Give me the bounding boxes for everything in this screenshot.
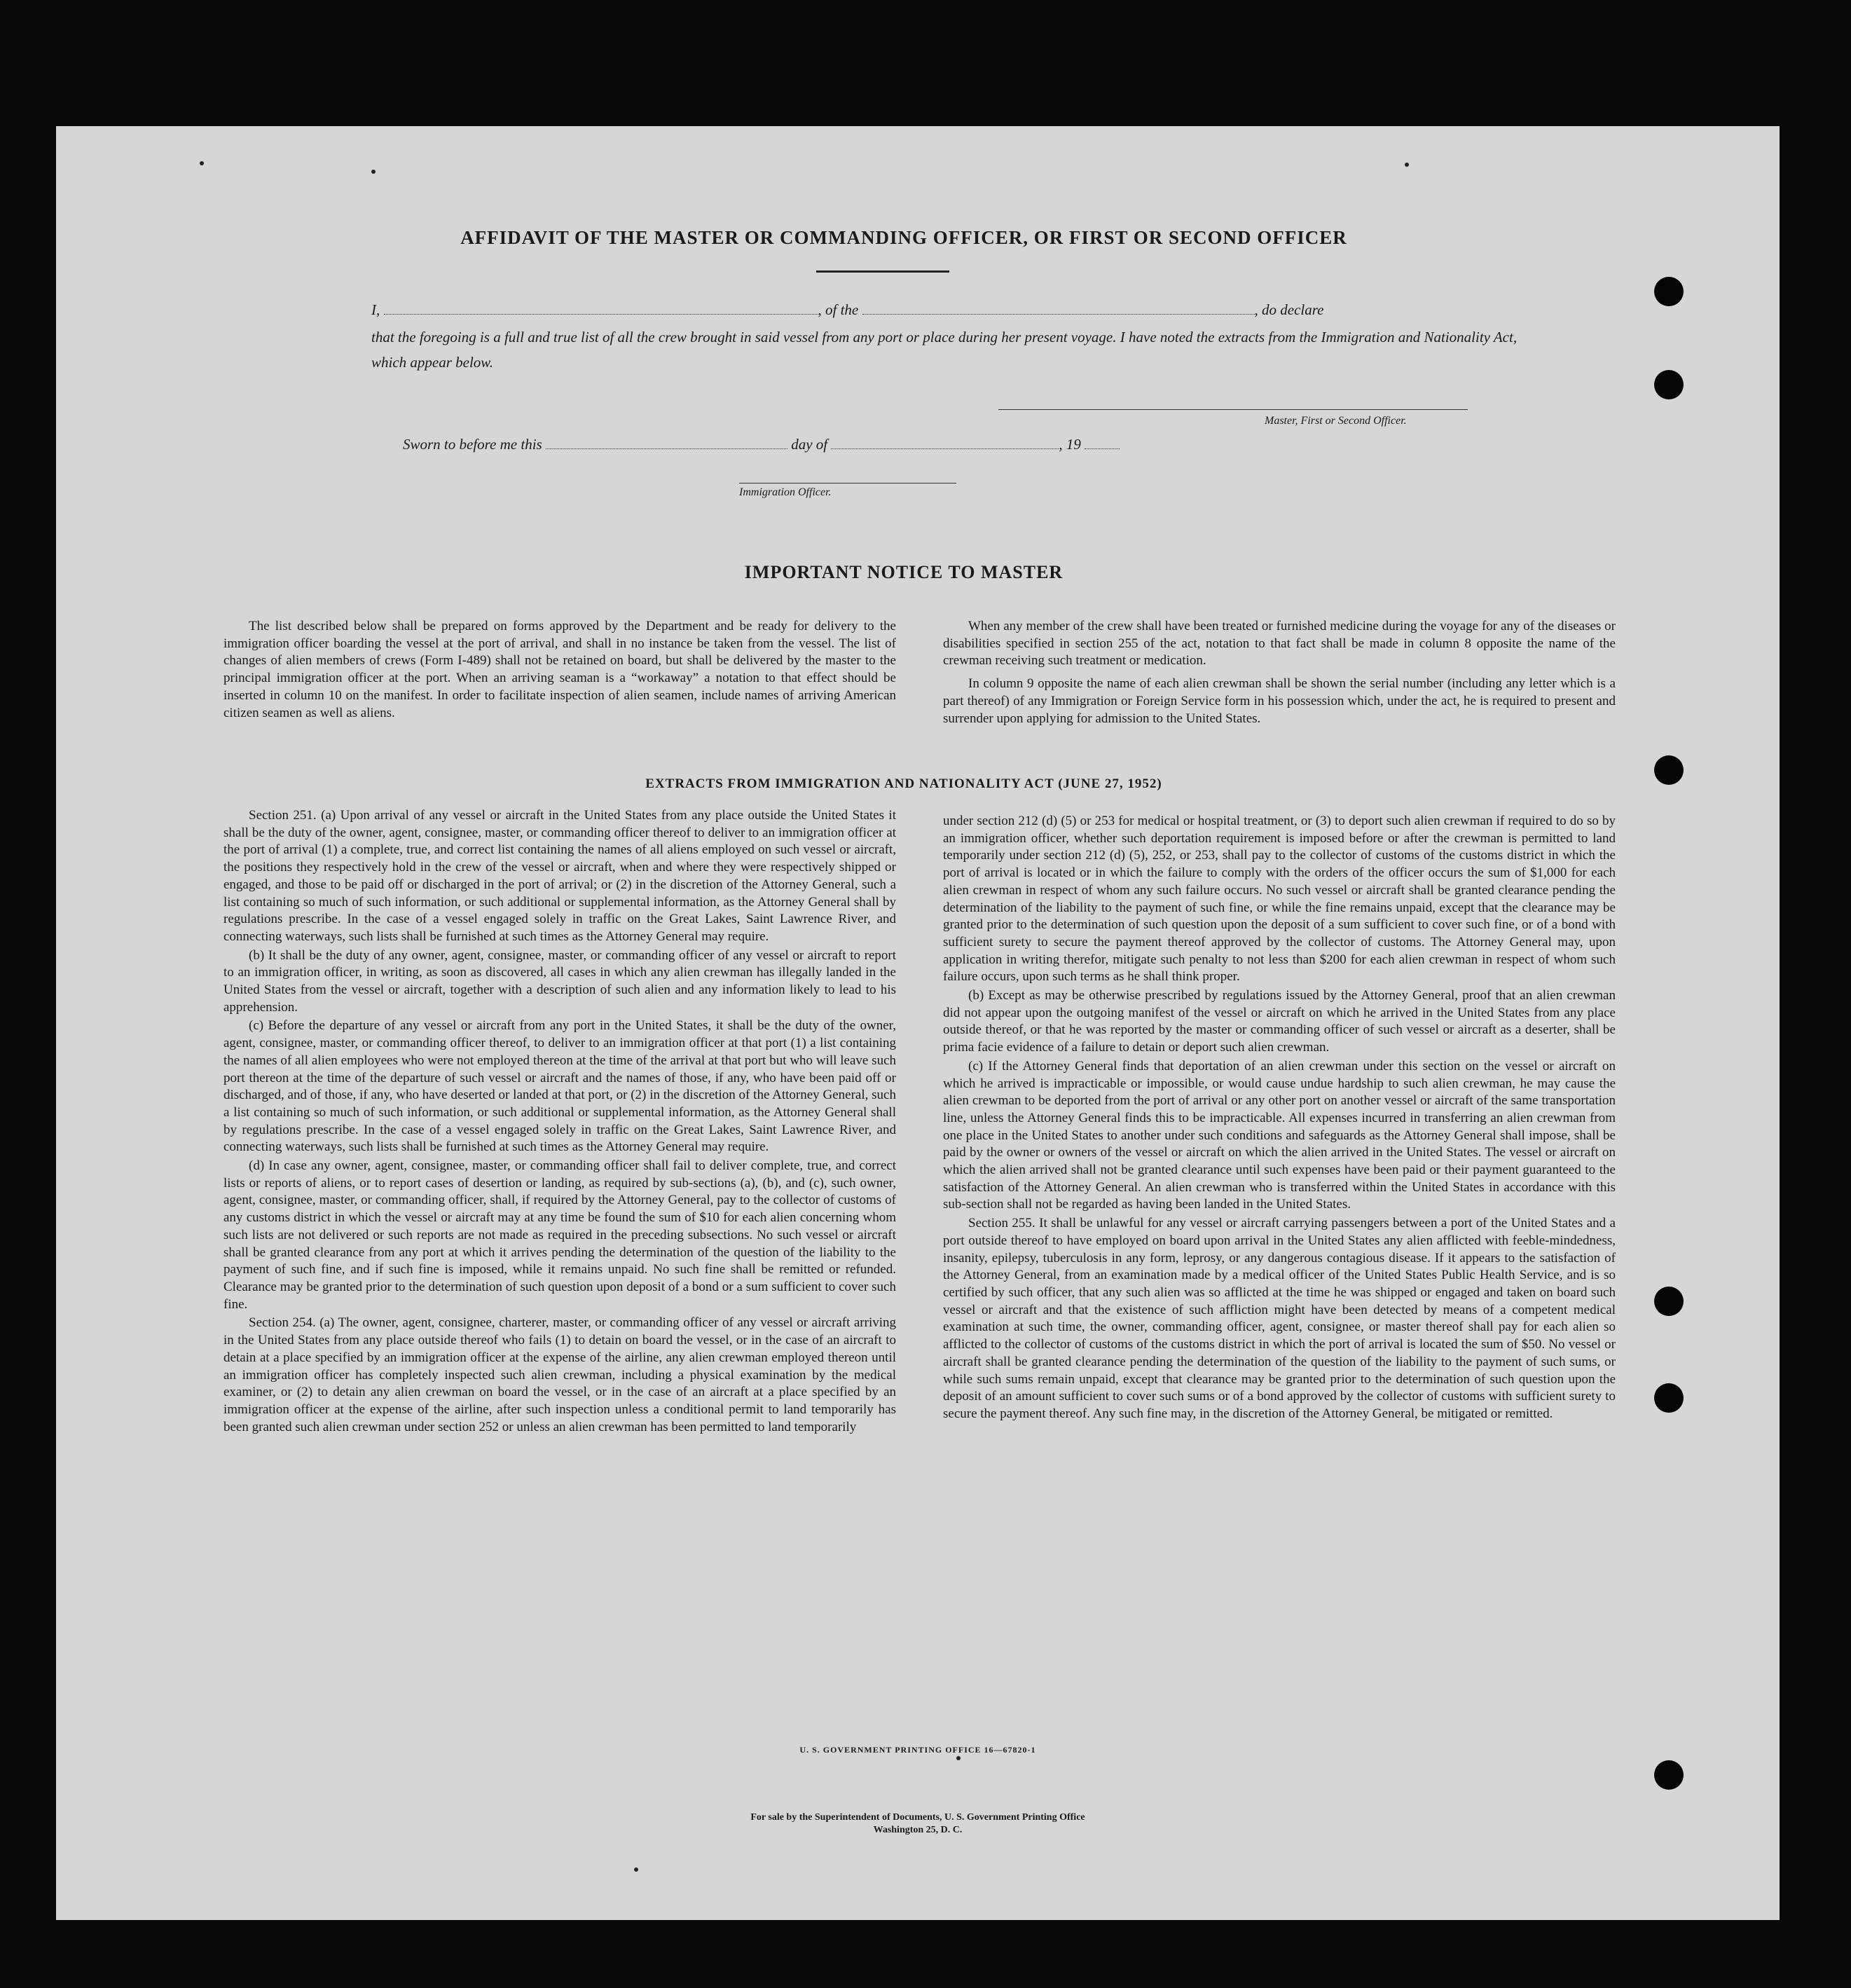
name-field[interactable] (384, 301, 818, 315)
sworn-line (403, 432, 1244, 457)
act-paragraph: (b) It shall be the duty of any owner, agent, consignee, master, or commanding officer of any vessel or aircraft to report to an immigration officer, in writing, as soon as discovered, all cases in which any alien crewman has illegally landed in the United States from the vessel or aircraft, together with a description of such alien and any information likely to lead to his apprehension. (223, 947, 896, 1015)
speck (634, 1867, 638, 1872)
immigration-officer-signature-line[interactable] (739, 483, 956, 484)
title-rule (816, 270, 949, 273)
vessel-field[interactable] (862, 301, 1255, 315)
act-paragraph: Section 251. (a) Upon arrival of any vessel or aircraft in the United States from any place outside the United States it shall be the duty of the owner, agent, consignee, master, or commanding officer thereof to deliver to an immigration officer at the port of arrival (1) a complete, true, and correct list containing the names of all aliens employed on such vessel or aircraft, the positions they respectively hold in the crew of the vessel or aircraft, when and where they were respectively shipped or engaged, and those to be paid off or discharged in the port of arrival; or (2) in the discretion of the Attorney General, such a list containing so much of such information, or such additional or supplemental information, as the Attorney General shall by regulations prescribe. In the case of a vessel engaged solely in traffic on the Great Lakes, Saint Lawrence River, and connecting waterways, such lists shall be furnished at such times as the Attorney General may require. (223, 808, 896, 944)
punch-hole (1654, 1760, 1684, 1790)
notice-right-column (943, 618, 1616, 729)
sworn-day-field[interactable] (546, 436, 787, 449)
i-label: I, (371, 301, 380, 318)
sworn-year-field[interactable] (1085, 436, 1120, 449)
master-label: Master, First or Second Officer. (1265, 415, 1407, 427)
affidavit-form (56, 126, 1780, 1920)
notice-paragraph: In column 9 opposite the name of each alien crewman shall be shown the serial number (including any letter which is a part thereof) of any Immigration or Foreign Service form in his possession which, under the act, he is required to present and surrender upon applying for admission to the United States. (943, 676, 1616, 726)
year-prefix: , 19 (1059, 436, 1081, 453)
printing-office-line: U. S. GOVERNMENT PRINTING OFFICE 16—67820-1 (799, 1745, 1036, 1755)
notice-left-column (223, 618, 896, 723)
act-paragraph: (d) In case any owner, agent, consignee, master, or commanding officer shall fail to deliver complete, true, and correct lists or reports of aliens, or to report cases of desertion or landing, as required by sub-sections (a), (b), and (c), such owner, agent, consignee, master, or commanding officer, shall, if required by the Attorney General, pay to the collector of customs of any customs district in which the vessel or aircraft may at any time be found the sum of $10 for each alien concerning whom such lists are not delivered or such reports are not made as required in the preceding subsections. No such vessel or aircraft shall be granted clearance from any port at which it arrives pending the determination of the question of the liability to the payment of such fine, and if such fine is imposed, while it remains unpaid. No such fine shall be remitted or refunded. Clearance may be granted prior to the determination of such question upon deposit of a bond or a sum sufficient to cover such fine. (223, 1158, 896, 1312)
speck (1405, 163, 1409, 167)
extracts-title: EXTRACTS FROM IMMIGRATION AND NATIONALITY ACT (JUNE 27, 1952) (645, 776, 1162, 791)
document-page (56, 126, 1780, 1920)
act-paragraph: Section 254. (a) The owner, agent, consignee, charterer, master, or commanding officer of any vessel or aircraft arriving in the United States from any place outside thereof who fails (1) to detain on board the vessel, or in the case of an aircraft to detain at a place specified by an immigration officer at the expense of the airline, any alien crewman employed thereon until an immigration officer has completely inspected such alien crewman, including a physical examination by the medical examiner, or (2) to detain any alien crewman on board the vessel, or in the case of an aircraft at a place specified by an immigration officer at the expense of the airline, after such inspection unless a conditional permit to land temporarily has been granted such alien crewman under section 252 or unless an alien crewman has been permitted to land temporarily (223, 1315, 896, 1434)
declaration-statement: that the foregoing is a full and true list of all the crew brought in said vessel from any port or place during her present voyage. I have noted the extracts from the Immigration and Nationality Act, which appear below. (371, 329, 1518, 371)
master-signature-line[interactable] (998, 409, 1468, 410)
punch-hole (1654, 1383, 1684, 1413)
notice-title: IMPORTANT NOTICE TO MASTER (744, 562, 1064, 582)
speck (956, 1756, 961, 1760)
for-sale-line: For sale by the Superintendent of Documents, U. S. Government Printing Office (750, 1812, 1085, 1823)
extracts-left-column (223, 807, 896, 1437)
notice-paragraph: When any member of the crew shall have been treated or furnished medicine during the voyage for any of the diseases or disabilities specified in section 255 of the act, notation to that fact shall be made in column 8 opposite the name of the crewman receiving such treatment or medication. (943, 619, 1616, 669)
punch-hole (1654, 370, 1684, 399)
speck (371, 170, 376, 174)
affidavit-title: AFFIDAVIT OF THE MASTER OR COMMANDING OFFICER, OR FIRST OR SECOND OFFICER (460, 227, 1347, 248)
act-paragraph: (c) If the Attorney General finds that deportation of an alien crewman under this section on the vessel or aircraft on which he arrived is impracticable or impossible, or would cause undue hardship to such alien crewman, he may cause the alien crewman to be deported from the port of arrival or any other port on another vessel or aircraft of the same transportation line, unless the Attorney General finds this to be impracticable. All expenses incurred in transferring an alien crewman from one place in the United States to another under such conditions and safeguards as the Attorney General shall impose, shall be paid by the owner or owners of the vessel or aircraft on which the alien arrived in the United States. The vessel or aircraft on which the alien arrived shall not be granted clearance until such expenses have been paid or their payment guaranteed to the satisfaction of the Attorney General. An alien crewman who is transferred within the United States in accordance with this sub-section shall not be regarded as having been landed in the United States. (943, 1058, 1616, 1212)
act-paragraph: Section 255. It shall be unlawful for any vessel or aircraft carrying passengers between a port of the United States and a port outside thereof to have employed on board upon arrival in the United States any alien afflicted with feeble-mindedness, insanity, epilepsy, tuberculosis in any form, leprosy, or any dangerous contagious disease. If it appears to the satisfaction of the Attorney General, from an examination made by a medical officer of the United States Public Health Service, and is so certified by such officer, that any such alien was so afflicted at the time he was shipped or engaged and taken on board such vessel or aircraft and that the existence of such affliction might have been detected by means of a competent medical examination at such time, the owner, commanding officer, agent, consignee, or master thereof shall pay for each alien so afflicted to the collector of customs of the customs district in which the port of arrival is located the sum of $50. No vessel or aircraft shall be granted clearance pending the determination of the question of the liability to the payment of such sums, or while such sums remain unpaid, except that clearance may be granted prior to the determination of such question upon the deposit of an amount sufficient to cover such sums or of a bond approved by the collector of customs with sufficient surety to secure the payment thereof. Any such fine may, in the discretion of the Attorney General, be mitigated or remitted. (943, 1216, 1616, 1421)
of-the-label: , of the (818, 301, 859, 318)
speck (200, 161, 204, 165)
act-paragraph: (b) Except as may be otherwise prescribed by regulations issued by the Attorney General, proof that an alien crewman did not appear upon the outgoing manifest of the vessel or aircraft on which he arrived in the United States from any place outside thereof, or that he was reported by the master or commanding officer of such vessel or aircraft as a deserter, shall be prima facie evidence of a failure to detain or deport such alien crewman. (943, 988, 1616, 1055)
do-declare-label: , do declare (1254, 301, 1324, 318)
punch-hole (1654, 277, 1684, 306)
act-paragraph: (c) Before the departure of any vessel or aircraft from any port in the United States, it shall be the duty of the owner, agent, consignee, master, or commanding officer thereof, to deliver to an immigration officer at that port (1) a list containing the names of all alien employees who were not employed thereon at the time of the arrival at that port but who will leave such port thereon at the time of the departure of such vessel or aircraft and the names of those, if any, who have been paid off or discharged, and of those, if any, who have deserted or landed at that port, or (2) in the discretion of the Attorney General, such a list containing so much of such information, or such additional or supplemental information, as the Attorney General shall by regulations prescribe. In the case of a vessel engaged solely in traffic on the Great Lakes, Saint Lawrence River, and connecting waterways, such lists shall be furnished at such times as the Attorney General may require. (223, 1018, 896, 1155)
act-paragraph: under section 212 (d) (5) or 253 for medical or hospital treatment, or (3) to deport such alien crewman if required to do so by an immigration officer, whether such deportation requirement is imposed before or after the crewman is permitted to land temporarily under section 212 (d) (5), 252, or 253, shall pay to the collector of customs of the customs district in which the port of arrival is located or in which the failure to comply with the orders of the officer occurs the sum of $1,000 for each alien crewman in respect of whom any such failure occurs. No such vessel or aircraft shall be granted clearance pending the determination of the liability to the payment of such fine, or while the fine remains unpaid, except that the clearance may be granted prior to the determination of such question upon the deposit of a sum sufficient to cover such fine, or of a bond with sufficient surety to secure the payment thereof approved by the collector of customs. The Attorney General may, upon application in writing therefor, mitigate such penalty to not less than $200 for each alien crewman in respect of whom such failure occurs, upon such terms as he shall think proper. (943, 814, 1616, 985)
washington-line: Washington 25, D. C. (873, 1825, 963, 1835)
declaration-line (371, 297, 1534, 322)
sworn-label: Sworn to before me this (403, 436, 542, 453)
extracts-right-column (943, 813, 1616, 1425)
sworn-month-field[interactable] (831, 436, 1059, 449)
punch-hole (1654, 1287, 1684, 1316)
notice-paragraph: The list described below shall be prepared on forms approved by the Department and be ready for delivery to the immigration officer boarding the vessel at the port of arrival, and shall in no instance be taken from the vessel. The list of changes of alien members of crews (Form I-489) shall not be retained on board, but shall be delivered by the master to the principal immigration officer at the port. When an arriving seaman is a “workaway” a notation to that effect should be inserted in column 10 on the manifest. In order to facilitate inspection of alien seamen, include names of arriving American citizen seamen as well as aliens. (223, 619, 896, 720)
immigration-officer-label: Immigration Officer. (739, 486, 832, 498)
day-of-label: day of (791, 436, 828, 453)
punch-hole (1654, 755, 1684, 785)
